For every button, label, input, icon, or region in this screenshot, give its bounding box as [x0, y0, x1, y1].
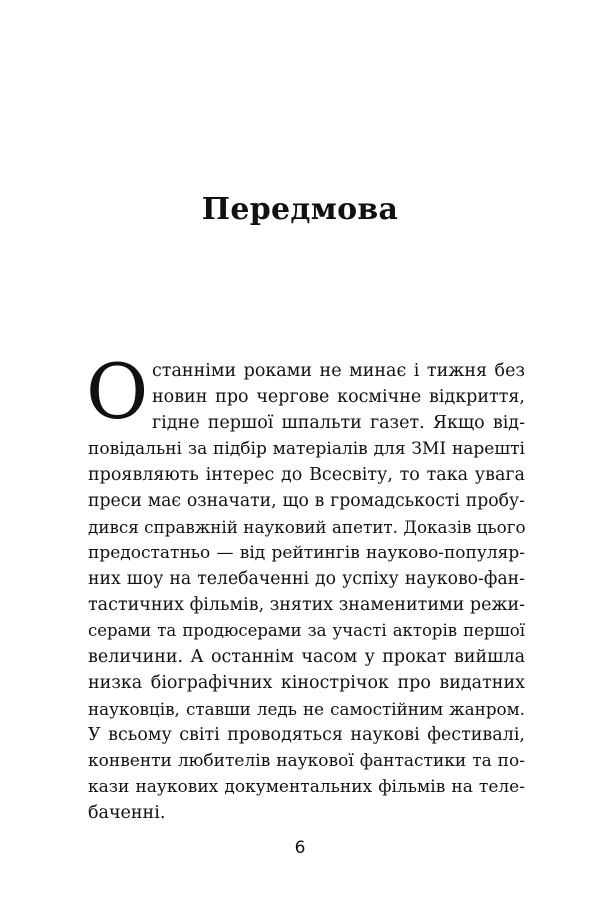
text-line: проявляють інтерес до Всесвіту, то така увага — [88, 465, 525, 485]
page-title: Передмова — [201, 192, 399, 227]
drop-cap: О — [86, 347, 149, 436]
text-line: У всьому світі проводяться наукові фестивалі, — [88, 725, 525, 745]
text-line: предостатньо — від рейтингів науково-популяр- — [88, 543, 525, 563]
text-line: серами та продюсерами за участі акторів першої — [88, 621, 525, 640]
text-line: новин про чергове космічне відкриття, — [152, 387, 525, 407]
text-line: баченні. — [88, 803, 166, 823]
text-line: станніми роками не минає і тижня без — [152, 361, 525, 381]
text-line: науковців, ставши ледь не самостійним жанром. — [88, 699, 525, 719]
text-line: повідальні за підбір матеріалів для ЗМІ нарешті — [88, 439, 525, 459]
text-line: тастичних фільмів, знятих знаменитими режи- — [88, 595, 526, 615]
text-line: конвенти любителів наукової фантастики та по- — [88, 751, 525, 771]
page-number: 6 — [294, 838, 306, 858]
text-line: них шоу на телебаченні до успіху науково-фан- — [88, 569, 525, 589]
text-line: величини. А останнім часом у прокат вийшла — [88, 647, 525, 667]
text-line: кази наукових документальних фільмів на теле- — [88, 777, 525, 797]
text-line: гідне першої шпальти газет. Якщо від- — [152, 413, 525, 433]
text-line: преси має означати, що в громадськості пробу- — [88, 491, 525, 511]
text-line: низка біографічних кінострічок про видатних — [88, 673, 525, 693]
text-line: дився справжній науковий апетит. Доказів цього — [88, 517, 526, 537]
